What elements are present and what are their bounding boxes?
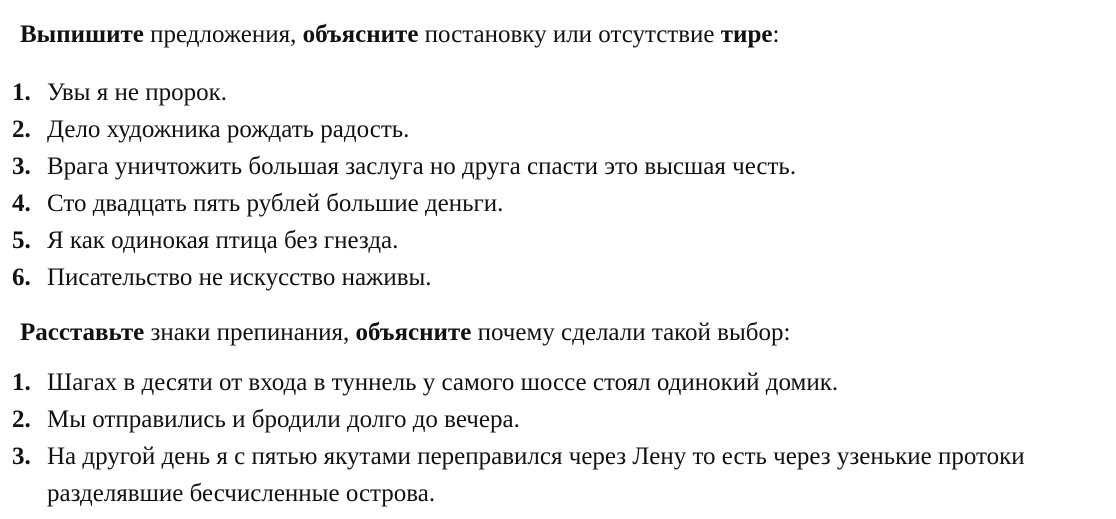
task1-list-item (12, 185, 1112, 222)
list-item-number: 2. (12, 116, 31, 143)
list-item-text: Я как одинокая птица без гнезда. (47, 227, 399, 254)
list-item-text: Мы отправились и бродили долго до вечера. (47, 406, 520, 433)
task1-list-item (12, 111, 1112, 148)
task2-list-item (12, 364, 1112, 401)
task1-heading-part: объясните (302, 21, 419, 48)
list-item-text: Увы я не пророк. (47, 79, 227, 106)
list-item-number: 1. (12, 79, 31, 106)
task2-list-item (12, 401, 1112, 438)
task1-list-item (12, 148, 1112, 185)
task1-heading-part: тире (720, 21, 773, 48)
list-item-text: Писательство не искусство наживы. (47, 264, 432, 291)
task2-heading-part: почему сделали такой выбор: (471, 319, 791, 346)
list-item-text: Шагах в десяти от входа в туннель у самого шоссе стоял одинокий домик. (47, 369, 839, 396)
list-item-number: 2. (12, 406, 31, 433)
task2-heading (20, 318, 790, 348)
list-item-number: 4. (12, 190, 31, 217)
task1-list-item (12, 222, 1112, 259)
task1-heading (20, 20, 779, 50)
task1-heading-part: постановку или отсутствие (418, 21, 721, 48)
task2-heading-part: Расставьте (20, 319, 145, 346)
task2-heading-part: знаки препинания, (144, 319, 356, 346)
task1-list-item (12, 259, 1112, 296)
list-item-text: На другой день я с пятью якутами переправился через Лену то есть через узенькие протоки разделявшие бесчисленные острова. (47, 443, 1025, 507)
task2-list-item (12, 438, 1112, 512)
list-item-number: 6. (12, 264, 31, 291)
list-item-text: Сто двадцать пять рублей большие деньги. (47, 190, 504, 217)
list-item-text: Врага уничтожить большая заслуга но друга спасти это высшая честь. (47, 153, 797, 180)
task1-list-item (12, 74, 1112, 111)
task1-heading-part: Выпишите (20, 21, 144, 48)
task1-heading-part: предложения, (143, 21, 303, 48)
list-item-number: 1. (12, 369, 31, 396)
list-item-number: 3. (12, 443, 31, 470)
list-item-number: 5. (12, 227, 31, 254)
task1-heading-part: : (772, 21, 780, 48)
list-item-text: Дело художника рождать радость. (47, 116, 410, 143)
task2-heading-part: объясните (355, 319, 472, 346)
list-item-number: 3. (12, 153, 31, 180)
